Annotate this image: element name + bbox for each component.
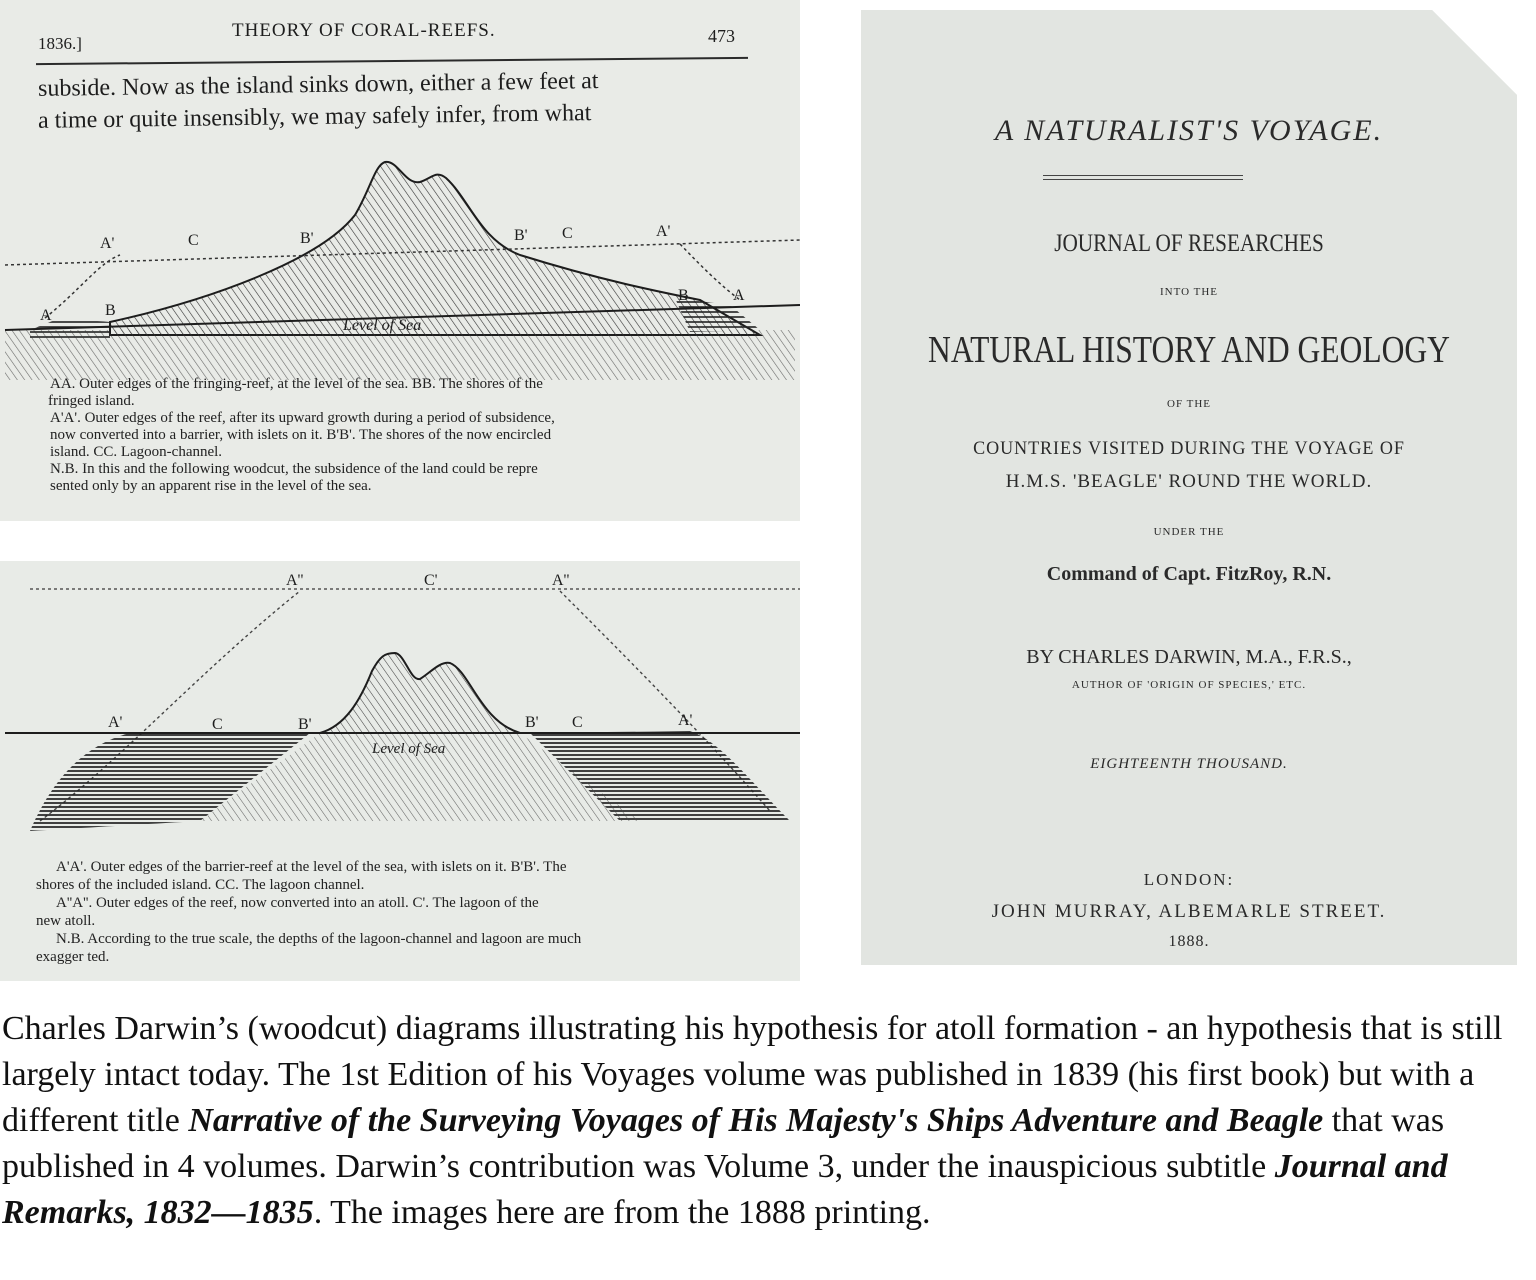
caption-line: A''A''. Outer edges of the reef, now converted into an atoll. C'. The lagoon of the [56,895,539,911]
barrier-outline-right [680,244,740,300]
title-page [861,10,1517,965]
caption-text-1: Charles Darwin’s (woodcut) diagrams illustrating his hypothesis for atoll formation - an hypothesis that is still largely intact today. The 1st Edition of his Voyages volume was published in 1839 (his first book) but with a different title [2,1010,1503,1139]
caption-line: A'A'. Outer edges of the barrier-reef at the level of the sea, with islets on it. B'B'. The [56,859,567,875]
caption-line: A'A'. Outer edges of the reef, after its upward growth during a period of subsidence, [50,410,555,426]
caption-line: fringed island. [48,393,135,409]
title-rule-2 [1043,179,1243,180]
barrier-reef-diagram [0,561,800,981]
caption-title-1: Narrative of the Surveying Voyages of His Majesty's Ships Adventure and Beagle [188,1102,1324,1139]
city-line: LONDON: [1143,870,1235,889]
island-mountain [320,653,520,733]
year-line: 1888. [1168,933,1210,950]
caption-line: now converted into a barrier, with islets on it. B'B'. The shores of the now encircled [50,427,552,443]
body-line-1: subside. Now as the island sinks down, either a few feet at [37,68,599,102]
page-number: 473 [708,26,735,46]
barrier-reef-page [0,561,800,981]
caption-title-2: Journal and Remarks, 1832—1835 [2,1148,1448,1231]
body-line-2: a time or quite insensibly, we may safely infer, from what [37,100,592,134]
caption-text-2: that was published in 4 volumes. Darwin’s contribution was Volume 3, under the inauspicious subtitle [2,1102,1445,1185]
caption-line: island. CC. Lagoon-channel. [50,444,223,460]
label-b-left: B [105,302,116,319]
edition-line: EIGHTEENTH THOUSAND. [1090,756,1288,772]
label-b-prime-right: B' [514,227,528,244]
label-b-prime-left: B' [298,716,312,733]
label-a-prime-left: A' [108,714,123,731]
label-sea-level: Level of Sea [372,741,446,757]
label-b-right: B [678,287,689,304]
label-a-left: A [40,307,52,324]
caption-line: AA. Outer edges of the fringing-reef, at the level of the sea. BB. The shores of the [50,376,543,392]
caption-line: exagger ted. [36,949,110,965]
countries-line: COUNTRIES VISITED DURING THE VOYAGE OF [973,438,1405,459]
fringing-reef-page [0,0,800,521]
label-a-prime-right: A' [678,712,693,729]
caption-line: N.B. In this and the following woodcut, the subsidence of the land could be repre [50,461,538,477]
series-title: A NATURALIST'S VOYAGE. [994,114,1384,147]
label-a-dprime-left: A'' [286,572,304,589]
sea-floor-hatch [5,330,795,380]
author-note: AUTHOR OF 'ORIGIN OF SPECIES,' ETC. [1071,679,1307,691]
label-a-prime-left: A' [100,235,115,252]
command-line: Command of Capt. FitzRoy, R.N. [1046,563,1332,585]
label-a-right: A [733,287,745,304]
main-title: NATURAL HISTORY AND GEOLOGY [928,329,1450,371]
label-b-prime-right: B' [525,714,539,731]
label-c-left: C [212,716,223,733]
publisher-line: JOHN MURRAY, ALBEMARLE STREET. [991,901,1387,922]
ship-line: H.M.S. 'BEAGLE' ROUND THE WORLD. [1005,471,1373,492]
under-the: UNDER THE [1153,526,1225,538]
label-sea-level: Level of Sea [343,317,422,334]
running-head: THEORY OF CORAL-REEFS. [232,20,496,41]
journal-line: JOURNAL OF RESEARCHES [1054,230,1324,257]
label-c-prime: C' [424,572,438,589]
label-a-dprime-right: A'' [552,572,570,589]
label-a-prime-right: A' [656,223,671,240]
title-rule-1 [1043,175,1243,176]
caption-line: shores of the included island. CC. The lagoon channel. [36,877,365,893]
label-b-prime-left: B' [300,230,314,247]
caption-text-3: . The images here are from the 1888 printing. [313,1194,931,1231]
label-c-right: C [562,225,573,242]
caption-line: new atoll. [36,913,96,929]
figure-caption [2,1006,1536,1236]
author-line: BY CHARLES DARWIN, M.A., F.R.S., [1026,646,1352,668]
caption-line: N.B. According to the true scale, the depths of the lagoon-channel and lagoon are much [56,931,582,947]
label-c-left: C [188,232,199,249]
caption-line: sented only by an apparent rise in the level of the sea. [50,478,372,494]
into-the: INTO THE [1159,286,1218,298]
torn-corner [1432,10,1517,95]
page-year: 1836.] [38,34,82,53]
of-the: OF THE [1167,398,1211,410]
label-c-right: C [572,714,583,731]
